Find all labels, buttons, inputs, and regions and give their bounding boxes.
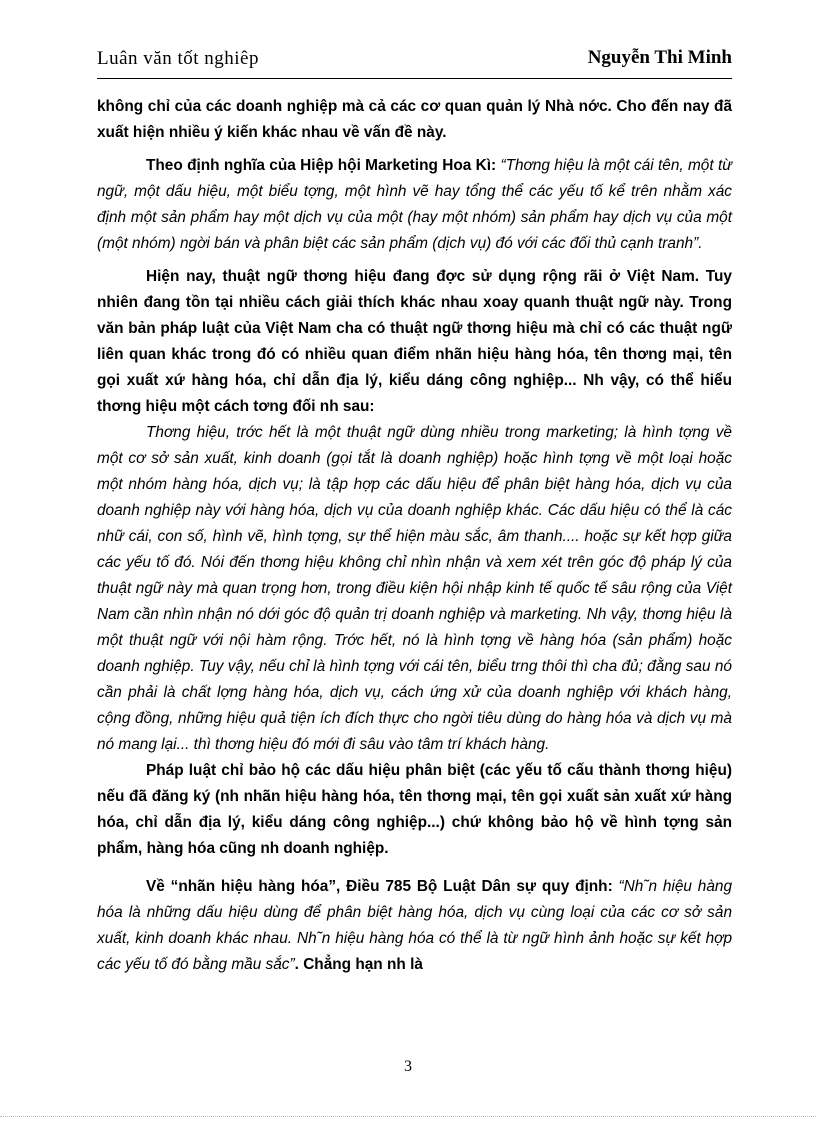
header-rule bbox=[97, 78, 732, 79]
paragraph-6-lead: Về “nhãn hiệu hàng hóa”, Điều 785 Bộ Luật Dân sự quy định: bbox=[146, 878, 619, 895]
paragraph-4: Thơng hiệu, trớc hết là một thuật ngữ dùng nhiều trong marketing; là hình tợng về một cơ sở sản xuất, kinh doanh (gọi tắt là doanh nghiệp) hoặc hình tợng về một loại hoặc một nhóm hàng hóa, dịch vụ; là tập hợp các dấu hiệu để phân biệt hàng hóa, dịch vụ của doanh nghiệp này với hàng hóa, dịch vụ của doanh nghiệp khác. Các dấu hiệu có thể là các nhữ cái, con số, hình vẽ, hình tợng, sự thể hiện màu sắc, âm thanh.... hoặc sự kết hợp giữa các yếu tố đó. Nói đến thơng hiệu không chỉ nhìn nhận và xem xét trên góc độ pháp lý của thuật ngữ này mà quan trọng hơn, trong điều kiện hội nhập kinh tế quốc tế sâu rộng của Việt Nam cần nhìn nhận nó dới góc độ quản trị doanh nghiệp và marketing. Nh vậy, thơng hiệu là một thuật ngữ với nội hàm rộng. Trớc hết, nó là hình tợng về hàng hóa (sản phẩm) hoặc doanh nghiệp. Tuy vậy, nếu chỉ là hình tợng với cái tên, biểu trng thôi thì cha đủ; đằng sau nó cần phải là chất lợng hàng hóa, dịch vụ, cách ứng xử của doanh nghiệp với khách hàng, cộng đồng, những hiệu quả tiện ích đích thực cho ngời tiêu dùng do hàng hóa và dịch vụ mà nó mang lại... thì thơng hiệu đó mới đi sâu vào tâm trí khách hàng. bbox=[97, 424, 732, 753]
page-number: 3 bbox=[404, 1058, 412, 1075]
body-text bbox=[97, 94, 732, 978]
paragraph-2-lead: Theo định nghĩa của Hiệp hội Marketing Hoa Kì: bbox=[146, 157, 501, 174]
thesis-title: Luân văn tốt nghiêp bbox=[97, 48, 259, 69]
paragraph-6 bbox=[97, 874, 732, 978]
paragraph-1: không chỉ của các doanh nghiệp mà cả các cơ quan quản lý Nhà nớc. Cho đến nay đã xuất hiện nhiều ý kiến khác nhau về vấn đề này. bbox=[97, 98, 732, 141]
paragraph-5: Pháp luật chỉ bảo hộ các dấu hiệu phân biệt (các yếu tố cấu thành thơng hiệu) nếu đã đăng ký (nh nhãn hiệu hàng hóa, tên thơng mại, tên gọi xuất sản xuất xứ hàng hóa, chỉ dẫn địa lý, kiểu dáng công nghiệp...) chứ không bảo hộ về hình tợng sản phẩm, hàng hóa cũng nh doanh nghiệp. bbox=[97, 762, 732, 857]
paragraph-2-quote: “Thơng hiệu là một cái tên, một từ ngữ, một dấu hiệu, một biểu tợng, một hình vẽ hay tổng thể các yếu tố kể trên nhằm xác định một sản phẩm hay một dịch vụ của một (hay một nhóm) sản phẩm hay dịch vụ của một (một nhóm) ngời bán và phân biệt các sản phẩm (dịch vụ) đó với các đối thủ cạnh tranh”. bbox=[97, 157, 733, 252]
page-header bbox=[97, 46, 732, 76]
page-bottom-border bbox=[0, 1116, 816, 1117]
author-name: Nguyễn Thi Minh bbox=[587, 47, 732, 68]
paragraph-6-tail: . Chẳng hạn nh là bbox=[294, 956, 423, 973]
paragraph-6-quote: “Nh˜n hiệu hàng hóa là những dấu hiệu dùng để phân biệt hàng hóa, dịch vụ cùng loại của các cơ sở sản xuất, kinh doanh khác nhau. Nh˜n hiệu hàng hóa có thể là từ ngữ hình ảnh hoặc sự kết hợp các yếu tố đó bằng mầu sắc” bbox=[97, 878, 733, 973]
paragraph-2 bbox=[97, 153, 732, 257]
paragraph-3: Hiện nay, thuật ngữ thơng hiệu đang đợc sử dụng rộng rãi ở Việt Nam. Tuy nhiên đang tồn tại nhiều cách giải thích khác nhau xoay quanh thuật ngữ này. Trong văn bản pháp luật của Việt Nam cha có thuật ngữ thơng hiệu mà chỉ có các thuật ngữ liên quan khác trong đó có nhiều quan điểm nhãn hiệu hàng hóa, tên thơng mại, tên gọi xuất xứ hàng hóa, chỉ dẫn địa lý, kiểu dáng công nghiệp... Nh vậy, có thể hiểu thơng hiệu một cách tơng đối nh sau: bbox=[97, 268, 732, 415]
